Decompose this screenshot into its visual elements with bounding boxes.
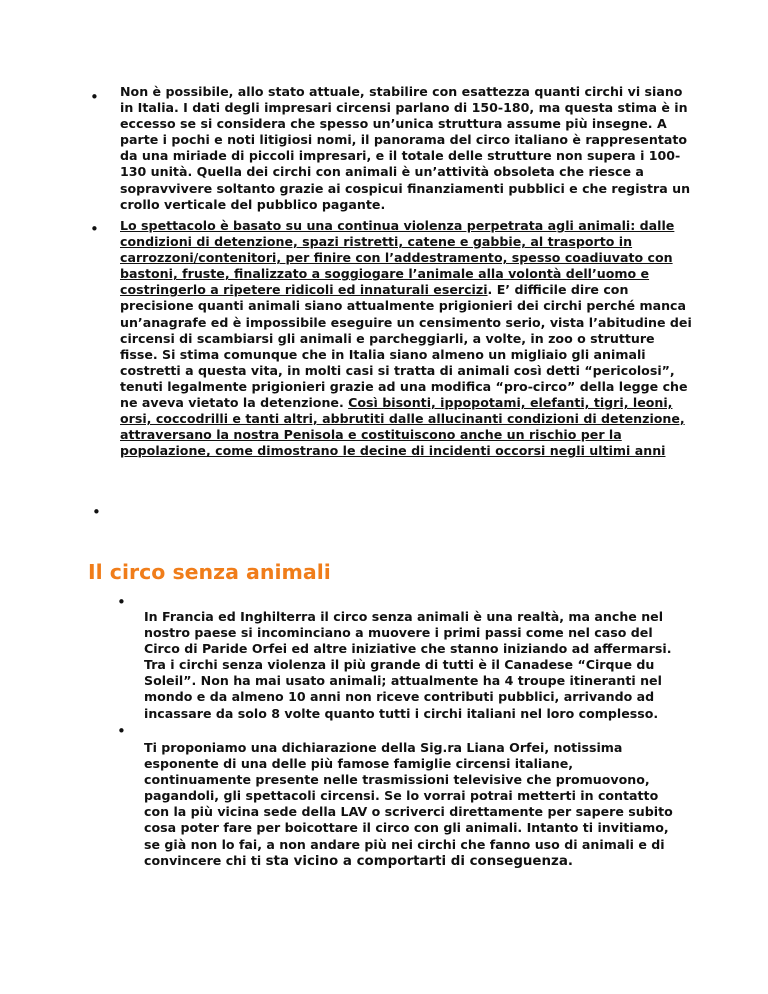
plain-text: Ti proponiamo una dichiarazione della Sig.ra Liana Orfei, notissima esponente di una delle più famose famiglie circensi italiane, continuamente presente nelle trasmissioni televisive che promuovono, pagandoli, gli spettacoli circensi. Se lo vorrai potrai metterti in contatto con la più vicina sede della LAV o scriverci direttamente per sapere subito cosa poter fare per boicottare il circo con gli animali. Intanto ti invitiamo, se già non lo fai, a non andare più nei circhi che fanno uso di animali e di convincere chi ti — [144, 740, 673, 868]
plain-text: sta vicino a comportarti di conseguenza. — [265, 853, 573, 869]
paragraph-animal-violence — [120, 218, 695, 459]
plain-text: . E’ difficile dire con precisione quanti animali siano attualmente prigionieri dei circhi perché manca un’anagrafe ed è impossibile eseguire un censimento serio, vista l’abitudine dei circensi di scambiarsi gli animali e parcheggiarli, a volte, in zoo o strutture fisse. Si stima comunque che in Italia siano almeno un migliaio gli animali costretti a questa vita, in molti casi si tratta di animali così detti “pericolosi”, tenuti legalmente prigionieri grazie ad una modifica “pro-circo” della legge che ne aveva vietato la detenzione. — [120, 282, 692, 411]
bullet: • — [92, 503, 101, 521]
bullet: • — [90, 88, 99, 106]
section-heading: Il circo senza animali — [88, 560, 331, 584]
paragraph-circus-count: Non è possibile, allo stato attuale, stabilire con esattezza quanti circhi vi siano in Italia. I dati degli impresari circensi parlano di 150-180, ma questa stima è in eccesso se si considera che spesso un’unica struttura assume più insegne. A parte i pochi e noti litigiosi nomi, il panorama del circo italiano è rappresentato da una miriade di piccoli impresari, e il totale delle strutture non supera i 100-130 unità. Quella dei circhi con animali è un’attività obsoleta che riesce a sopravvivere soltanto grazie ai cospicui finanziamenti pubblici e che registra un crollo verticale del pubblico pagante. — [120, 84, 691, 212]
bullet: • — [117, 722, 126, 740]
bullet: • — [90, 220, 99, 238]
underlined-text: Così bisonti, ippopotami, elefanti, tigri, leoni, orsi, coccodrilli e tanti altri, abbrutiti dalle allucinanti condizioni di detenzione, attraversano la nostra Penisola e costituiscono anche un rischio per la popolazione, come dimostrano le decine di incidenti occorsi negli ultimi anni — [120, 395, 685, 459]
underlined-text: Lo spettacolo è basato su una continua violenza perpetrata agli animali: dalle condizioni di detenzione, spazi ristretti, catene e gabbie, al trasporto in carrozzoni/contenitori, per finire con l’addestramento, spesso coadiuvato con bastoni, fruste, finalizzato a soggiogare l’animale alla volontà dell’uomo e costringerlo a ripetere ridicoli ed innaturali esercizi — [120, 218, 675, 298]
paragraph-circus-without-animals: In Francia ed Inghilterra il circo senza animali è una realtà, ma anche nel nostro paese si incominciano a muovere i primi passi come nel caso del Circo di Paride Orfei ed altre iniziative che stanno iniziando ad affermarsi. Tra i circhi senza violenza il più grande di tutti è il Canadese “Cirque du Soleil”. Non ha mai usato animali; attualmente ha 4 troupe itineranti nel mondo e da almeno 10 anni non riceve contributi pubblici, arrivando ad incassare da solo 8 volte quanto tutti i circhi italiani nel loro complesso. — [144, 609, 672, 721]
paragraph-liana-orfei — [144, 740, 679, 870]
bullet: • — [117, 593, 126, 611]
